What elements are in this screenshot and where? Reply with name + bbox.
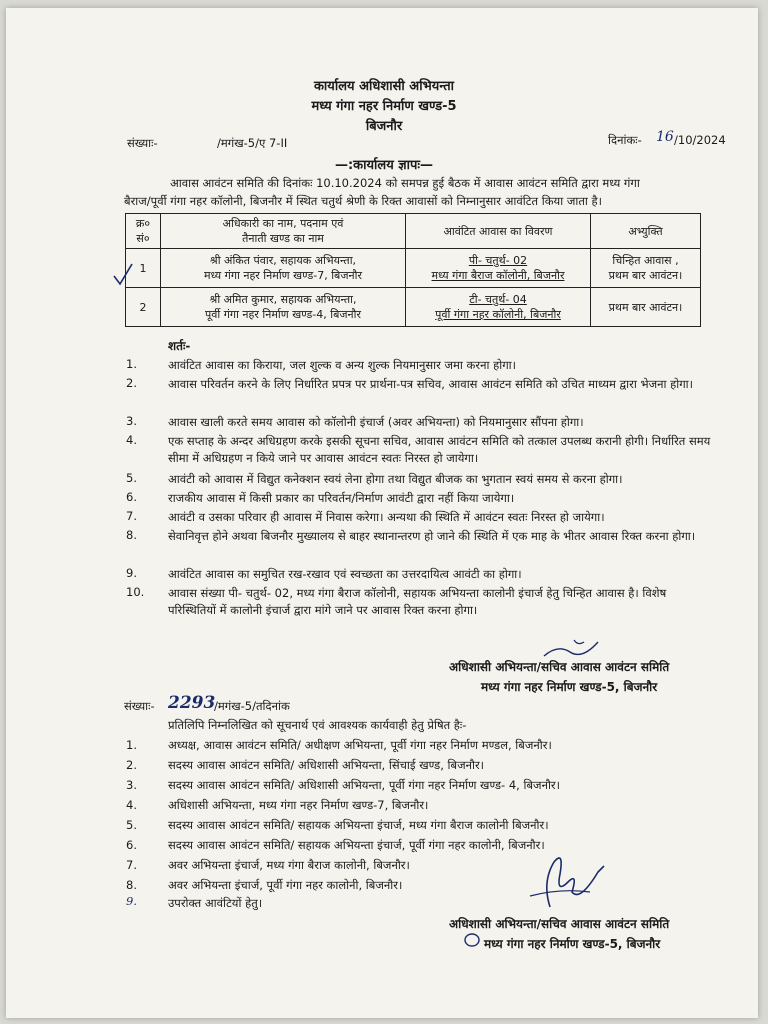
copy-item-number: 2. (126, 758, 137, 772)
copy-number-suffix: /मगंख-5/तदिनांक (214, 699, 290, 713)
condition-number: 7. (126, 509, 137, 523)
row-officer (161, 249, 406, 288)
copy-item-number: 8. (126, 878, 137, 892)
memo-title: —:कार्यालय ज्ञापः— (334, 158, 434, 173)
copy-item-number: 7. (126, 858, 137, 872)
row-house-line2: मध्य गंगा बैराज कॉलोनी, बिजनौर (431, 269, 565, 282)
copy-item-text: अधिशासी अभियन्ता, मध्य गंगा नहर निर्माण खण्ड-7, बिजनौर। (168, 798, 429, 812)
intro-line-1: आवास आवंटन समिति की दिनांकः 10.10.2024 को समपन्न हुई बैठक में आवास आवंटन समिति द्वारा मध्य गंगा (170, 176, 640, 190)
table-row (126, 288, 701, 327)
header-officer-line1: अधिकारी का नाम, पदनाम एवं (222, 217, 344, 230)
office-title: कार्यालय अधिशासी अभियन्ता (313, 79, 455, 94)
condition-number: 6. (126, 490, 137, 504)
row-house (406, 288, 591, 327)
row-remarks-line2: प्रथम बार आवंटन। (608, 269, 683, 282)
copy-item-text: अध्यक्ष, आवास आवंटन समिति/ अधीक्षण अभियन्ता, पूर्वी गंगा नहर निर्माण मण्डल, बिजनौर। (168, 738, 552, 752)
row-house-line1: पी- चतुर्थ- 02 (468, 254, 528, 267)
copy-item-text: अवर अभियन्ता इंचार्ज, पूर्वी गंगा नहर कालोनी, बिजनौर। (168, 878, 403, 892)
conditions-title: शर्तः- (168, 339, 191, 353)
copy-item-number: 4. (126, 798, 137, 812)
copy-item-text: अवर अभियन्ता इंचार्ज, मध्य गंगा बैराज कालोनी, बिजनौर। (168, 858, 410, 872)
copy-item-text: उपरोक्त आवंटियों हेतु। (168, 896, 263, 910)
date-label: दिनांकः- (608, 133, 642, 147)
condition-text: आवंटी को आवास में विद्युत कनेक्शन स्वयं लेना होगा तथा विद्युत बीजक का भुगतान स्वयं समय से करना होगा। (168, 472, 623, 486)
row-house (406, 249, 591, 288)
header-sno-line2: सं० (136, 232, 150, 245)
header-remarks: अभ्युक्ति (591, 214, 701, 249)
row-officer-line2: पूर्वी गंगा नहर निर्माण खण्ड-4, बिजनौर (204, 308, 362, 321)
date-rest: /10/2024 (674, 133, 726, 147)
date-day-handwritten: 16 (656, 129, 674, 145)
condition-text: आवास संख्या पी- चतुर्थ- 02, मध्य गंगा बैराज कॉलोनी, सहायक अभियन्ता कालोनी इंचार्ज हेतु चिन्हित आवास है। विशेष परिस्थितियों में कालोनी इंचार्ज द्वारा मांगे जाने पर आवास रिक्त करना होगा। (168, 586, 667, 617)
copy-item-text: सदस्य आवास आवंटन समिति/ सहायक अभियन्ता इंचार्ज, पूर्वी गंगा नहर कालोनी, बिजनौर। (168, 838, 545, 852)
condition-number: 8. (126, 528, 137, 542)
row-remarks-line1: चिन्हित आवास , (612, 254, 679, 267)
signature-scribble-icon (520, 852, 610, 912)
reference-number: /मगंख-5/ए 7-II (217, 136, 288, 150)
signatory-office: मध्य गंगा नहर निर्माण खण्ड-5, बिजनौर (484, 937, 661, 951)
copy-intro: प्रतिलिपि निम्नलिखित को सूचनार्थ एवं आवश्यक कार्यवाही हेतु प्रेषित हैः- (168, 718, 467, 732)
condition-text: आवंटित आवास का समुचित रख-रखाव एवं स्वच्छता का उत्तरदायित्व आवंटी का होगा। (168, 567, 522, 581)
row-officer-line1: श्री अंकित पंवार, सहायक अभियन्ता, (209, 254, 357, 267)
condition-text: आवास खाली करते समय आवास को कॉलोनी इंचार्ज (अवर अभियन्ता) को नियमानुसार सौंपना होगा। (168, 415, 584, 429)
copy-item-number: 9. (126, 894, 137, 908)
condition-number: 5. (126, 471, 137, 485)
condition-text: आवंटित आवास का किराया, जल शुल्क व अन्य शुल्क नियमानुसार जमा करना होगा। (168, 358, 517, 372)
row-house-line1: टी- चतुर्थ- 04 (469, 293, 527, 306)
condition-number: 4. (126, 433, 137, 447)
signatory-designation: अधिशासी अभियन्ता/सचिव आवास आवंटन समिति (449, 917, 670, 931)
handwritten-mark-icon (462, 931, 482, 949)
condition-text: आवास परिवर्तन करने के लिए निर्धारित प्रपत्र पर प्रार्थना-पत्र सचिव, आवास आवंटन समिति को उचित माध्यम द्वारा भेजना होगा। (168, 377, 694, 391)
copy-item-number: 3. (126, 778, 137, 792)
copy-item-number: 1. (126, 738, 137, 752)
header-sno-line1: क्र० (135, 217, 151, 230)
row-officer (161, 288, 406, 327)
signatory-designation: अधिशासी अभियन्ता/सचिव आवास आवंटन समिति (449, 660, 670, 674)
header-allotted-house: आवंटित आवास का विवरण (406, 214, 591, 249)
table-header-row (126, 214, 701, 249)
allotment-table (125, 213, 701, 327)
row-officer-line1: श्री अमित कुमार, सहायक अभियन्ता, (209, 293, 357, 306)
copy-item-text: सदस्य आवास आवंटन समिति/ अधिशासी अभियन्ता, पूर्वी गंगा नहर निर्माण खण्ड- 4, बिजनौर। (168, 778, 560, 792)
signatory-office: मध्य गंगा नहर निर्माण खण्ड-5, बिजनौर (481, 680, 658, 694)
reference-number-label: संख्याः- (127, 136, 158, 150)
condition-text: एक सप्ताह के अन्दर अधिग्रहण करके इसकी सूचना सचिव, आवास आवंटन समिति को तत्काल उपलब्ध करानी होगी। निर्धारित समय सीमा में अधिग्रहण न किये जाने पर आवास आवंटन स्वतः निरस्त हो जायेगा। (168, 434, 711, 465)
condition-text: आवंटी व उसका परिवार ही आवास में निवास करेगा। अन्यथा की स्थिति में आवंटन स्वतः निरस्त हो जायेगा। (168, 510, 605, 524)
check-mark-icon (112, 262, 134, 288)
intro-line-2: बैराज/पूर्वी गंगा नहर कॉलोनी, बिजनौर में स्थित चतुर्थ श्रेणी के रिक्त आवासों को निम्नानुसार आवंटित किया जाता है। (124, 194, 603, 208)
copy-number-label: संख्याः- (124, 699, 155, 713)
condition-number: 9. (126, 566, 137, 580)
condition-number: 2. (126, 376, 137, 390)
row-house-line2: पूर्वी गंगा नहर कॉलोनी, बिजनौर (435, 308, 561, 321)
copy-item-text: सदस्य आवास आवंटन समिति/ अधिशासी अभियन्ता, सिंचाई खण्ड, बिजनौर। (168, 758, 485, 772)
row-sno: 1 (126, 249, 161, 288)
header-sno (126, 214, 161, 249)
row-remarks (591, 249, 701, 288)
copy-item-number: 6. (126, 838, 137, 852)
header-officer-line2: तैनाती खण्ड का नाम (242, 232, 324, 245)
header-officer (161, 214, 406, 249)
copy-item-text: सदस्य आवास आवंटन समिति/ सहायक अभियन्ता इंचार्ज, मध्य गंगा बैराज कालोनी बिजनौर। (168, 818, 549, 832)
row-officer-line2: मध्य गंगा नहर निर्माण खण्ड-7, बिजनौर (204, 269, 362, 282)
condition-text: राजकीय आवास में किसी प्रकार का परिवर्तन/निर्माण आवंटी द्वारा नहीं किया जायेगा। (168, 491, 515, 505)
condition-number: 3. (126, 414, 137, 428)
condition-text: सेवानिवृत्त होने अथवा बिजनौर मुख्यालय से बाहर स्थानान्तरण हो जाने की स्थिति में एक माह के भीतर आवास रिक्त करना होगा। (168, 529, 696, 543)
condition-number: 10. (126, 585, 145, 599)
copy-number-handwritten: 2293 (168, 693, 216, 713)
district-title: बिजनौर (365, 119, 403, 134)
condition-number: 1. (126, 357, 137, 371)
division-title: मध्य गंगा नहर निर्माण खण्ड-5 (311, 99, 457, 114)
row-remarks-line1: प्रथम बार आवंटन। (608, 300, 683, 314)
row-remarks (591, 288, 701, 327)
row-sno: 2 (126, 288, 161, 327)
copy-item-number: 5. (126, 818, 137, 832)
table-row (126, 249, 701, 288)
